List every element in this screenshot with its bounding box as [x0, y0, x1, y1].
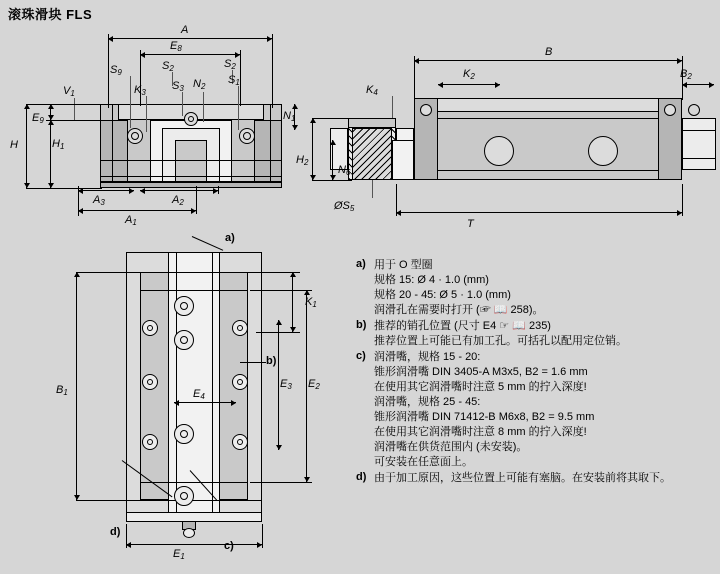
- rail-ext-line1: [682, 130, 716, 131]
- ext-K1-bot: [256, 332, 300, 333]
- top-screw-r3-in: [237, 439, 243, 445]
- callout-a: a): [225, 232, 235, 244]
- top-screw-r2-in: [237, 379, 243, 385]
- top-screw-2-in: [180, 336, 188, 344]
- label-S3: $S_3$: [172, 80, 184, 93]
- top-screw-3-in: [180, 430, 188, 438]
- note-c-line-0: 润滑嘴，规格 15 - 20:: [374, 351, 481, 363]
- page-title: 滚珠滑块 FLS: [8, 7, 93, 22]
- body-edge-right: [270, 104, 271, 182]
- dim-B: [414, 60, 682, 61]
- label-A: A: [181, 24, 189, 36]
- screw-hole-right-inner: [243, 132, 251, 140]
- bottom-rail-strip: [126, 512, 262, 522]
- note-b-line-1: 推荐位置上可能已有加工孔。可括孔以配用定位销。: [374, 335, 627, 347]
- body-edge-left: [112, 104, 113, 182]
- label-K1: $K_1$: [305, 296, 317, 309]
- label-E9: $E_9$: [32, 112, 44, 125]
- label-K4: $K_4$: [366, 84, 378, 97]
- carriage-side-line2: [414, 170, 682, 171]
- note-c-line-7: 可安装在任意面上。: [374, 456, 473, 468]
- ext-E1-l: [126, 524, 127, 548]
- dim-E9: [50, 104, 51, 120]
- ext-E2-top: [250, 290, 312, 291]
- dim-N6: [332, 140, 333, 180]
- dim-E1: [126, 544, 262, 545]
- label-S2b: $S_2$: [162, 60, 174, 73]
- label-B2: $B_2$: [680, 68, 692, 81]
- lube-nipple-head: [183, 528, 195, 538]
- ext-E8-left: [140, 50, 141, 106]
- dim-E3: [278, 320, 279, 450]
- label-B: B: [545, 46, 553, 58]
- leader-v1: [74, 98, 75, 120]
- top-rail-line-r: [212, 252, 213, 520]
- side-lube-right-outer: [688, 104, 700, 116]
- dim-E4: [174, 402, 236, 403]
- top-screw-4-in: [180, 492, 188, 500]
- ext-T-left: [396, 184, 397, 216]
- label-E8: $E_8$: [170, 40, 182, 53]
- note-c-line-1: 锥形润滑嘴 DIN 3405-A M3x5, B2 = 1.6 mm: [374, 366, 588, 378]
- label-E3: $E_3$: [280, 378, 292, 391]
- leader-s5: [372, 180, 373, 198]
- dim-E8: [140, 54, 240, 55]
- dim-A3: [78, 190, 134, 191]
- note-a-line-3: 润滑孔在需要时打开 (☞ 📖 258)。: [374, 304, 544, 316]
- note-b-body: [374, 319, 706, 349]
- label-K3: $K_3$: [134, 84, 146, 97]
- note-b-key: b): [356, 319, 367, 331]
- note-c-line-6: 润滑嘴在供货范围内 (未安装)。: [374, 441, 528, 453]
- carriage-side-line1: [414, 118, 682, 119]
- ext-B-left: [414, 56, 415, 100]
- screw-hole-left-inner: [131, 132, 139, 140]
- ext-A-left: [108, 34, 109, 108]
- label-E1: $E_1$: [173, 548, 185, 561]
- top-sep-4: [140, 482, 248, 483]
- ext-B1-top: [76, 272, 132, 273]
- top-sep-2: [126, 500, 262, 501]
- label-N6: $N_6$: [338, 164, 351, 177]
- ext-A1r: [196, 186, 197, 214]
- counterbore-hole: [392, 140, 414, 180]
- top-screw-l3-in: [147, 439, 153, 445]
- ext-H1-top: [46, 120, 104, 121]
- dim-A1: [78, 210, 196, 211]
- label-B1: $B_1$: [56, 384, 68, 397]
- side-lube-right: [664, 104, 676, 116]
- note-a: [356, 258, 706, 318]
- notes-block: [356, 258, 706, 487]
- label-N2: $N_2$: [193, 78, 206, 91]
- carriage-right-wing: [254, 120, 282, 182]
- label-S1: $S_1$: [228, 74, 240, 87]
- top-sep-1: [126, 272, 262, 273]
- ext-E1-r: [262, 524, 263, 548]
- dim-B1: [76, 272, 77, 500]
- carriage-left-wing: [100, 120, 128, 182]
- leader-b-h: [240, 362, 266, 363]
- top-rail-line-l: [176, 252, 177, 520]
- note-d: [356, 471, 706, 486]
- dim-K1: [292, 272, 293, 332]
- callout-b: b): [266, 355, 277, 367]
- top-sep-3: [140, 290, 248, 291]
- rail-ext-line2: [682, 158, 716, 159]
- ext-H-top: [26, 104, 102, 105]
- label-E2: $E_2$: [308, 378, 320, 391]
- label-S9: $S_9$: [110, 64, 122, 77]
- leader-k3: [146, 96, 147, 132]
- label-S2a: $S_2$: [224, 58, 236, 71]
- label-A2: $A_2$: [172, 194, 184, 207]
- note-c-line-2: 在使用其它润滑嘴时注意 5 mm 的拧入深度!: [374, 381, 587, 393]
- ext-A3: [78, 186, 79, 216]
- label-H1: $H_1$: [52, 138, 65, 151]
- side-hole-2: [588, 136, 618, 166]
- callout-c: c): [224, 540, 234, 552]
- note-a-line-1: 规格 15: Ø 4 · 1.0 (mm): [374, 274, 489, 286]
- note-d-body: [374, 471, 706, 486]
- label-A1: $A_1$: [125, 214, 137, 227]
- note-a-line-2: 规格 20 - 45: Ø 5 · 1.0 (mm): [374, 289, 511, 301]
- top-screw-l1-in: [147, 325, 153, 331]
- note-d-key: d): [356, 471, 367, 483]
- side-lube-left: [420, 104, 432, 116]
- dim-H2: [312, 118, 313, 180]
- counterbore-section: [352, 128, 392, 180]
- label-N1: $N_1$: [283, 110, 296, 123]
- note-b: [356, 319, 706, 349]
- note-c-line-4: 锥形润滑嘴 DIN 71412-B M6x8, B2 = 9.5 mm: [374, 411, 595, 423]
- label-H2: $H_2$: [296, 154, 309, 167]
- ext-E2-bot: [250, 482, 312, 483]
- note-d-line-0: 由于加工原因，这些位置上可能有塞脑。在安装前将其取下。: [374, 472, 671, 484]
- top-screw-l2-in: [147, 379, 153, 385]
- dim-H: [26, 104, 27, 188]
- note-b-line-0: 推荐的销孔位置 (尺寸 E4 ☞ 📖 235): [374, 320, 551, 332]
- note-c-key: c): [356, 350, 366, 362]
- ext-E8-right: [240, 50, 241, 106]
- top-screw-r1-in: [237, 325, 243, 331]
- dim-A2: [140, 190, 218, 191]
- leader-s9: [130, 76, 131, 128]
- rail-section-cap: [348, 118, 396, 128]
- base-plate-front: [100, 182, 282, 188]
- label-T: T: [467, 218, 474, 230]
- body-bottom-line: [100, 176, 282, 177]
- note-c: [356, 350, 706, 470]
- rail-extension: [682, 118, 716, 170]
- dim-B2: [682, 84, 714, 85]
- body-shoulder-line: [100, 160, 282, 161]
- ext-A-right: [272, 34, 273, 108]
- side-hole-1: [484, 136, 514, 166]
- leader-s3: [182, 92, 183, 116]
- label-V1: $V_1$: [63, 85, 75, 98]
- ext-A2r: [218, 186, 219, 194]
- top-screw-1-in: [180, 302, 188, 310]
- note-c-line-3: 润滑嘴，规格 25 - 45:: [374, 396, 481, 408]
- carriage-side-top: [414, 98, 682, 112]
- ext-K1-top: [256, 272, 300, 273]
- ext-T-right: [682, 184, 683, 216]
- dim-K2: [438, 84, 500, 85]
- center-lube-hole-inner: [188, 116, 194, 122]
- leader-n2: [203, 92, 204, 122]
- label-S5: $ØS_5$: [334, 200, 355, 213]
- note-a-line-0: 用于 O 型圈: [374, 259, 433, 271]
- leader-k4: [392, 96, 393, 118]
- ext-H2-bot: [312, 180, 352, 181]
- ext-H-bottom: [26, 188, 102, 189]
- callout-d: d): [110, 526, 121, 538]
- leader-a-h: [192, 236, 223, 251]
- note-c-body: [374, 350, 706, 470]
- note-a-key: a): [356, 258, 366, 270]
- dim-E2: [306, 290, 307, 482]
- dim-T: [396, 212, 682, 213]
- ext-H2-top: [312, 118, 352, 119]
- note-c-line-5: 在使用其它润滑嘴时注意 8 mm 的拧入深度!: [374, 426, 587, 438]
- note-a-body: [374, 258, 706, 318]
- leader-s1: [238, 86, 239, 130]
- dim-H1: [50, 120, 51, 188]
- dim-A: [108, 38, 272, 39]
- ext-B1-bot: [76, 500, 132, 501]
- label-H: H: [10, 139, 18, 151]
- label-A3: $A_3$: [93, 194, 105, 207]
- label-K2: $K_2$: [463, 68, 475, 81]
- label-E4: $E_4$: [193, 388, 205, 401]
